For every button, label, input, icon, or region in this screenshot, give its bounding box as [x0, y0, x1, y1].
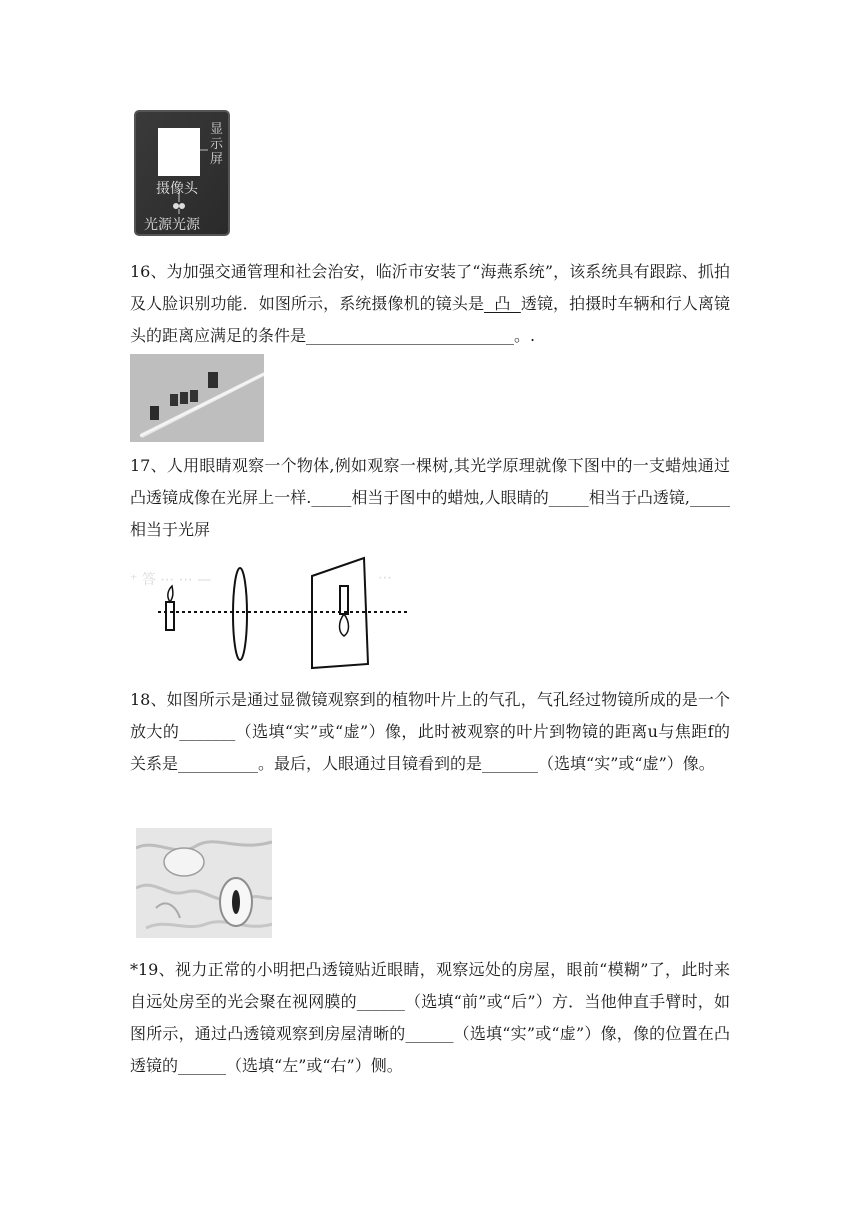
- question-text: 视力正常的小明把凸透镜贴近眼睛，观察远处的房屋，眼前“模糊”了，此时来自远处房至的光会聚在视网膜的: [130, 960, 730, 1011]
- question-text: 透镜，拍摄时车辆和行人离镜头的距离应满足的条件是: [130, 294, 730, 345]
- answer-blank: _______: [179, 722, 236, 741]
- question-text: 人用眼睛观察一个物体,例如观察一棵树,其光学原理就像下图中的一支蜡烛通过凸透镜成像在光屏上一样.: [130, 456, 730, 507]
- question-text: （选填“实”或“虚”）像，此时被观察的叶片到物镜的距离u与焦距f的关系是: [130, 722, 730, 773]
- answer-blank: _____: [690, 488, 730, 507]
- question-number: 18、: [130, 690, 167, 709]
- question-text: （选填“实”或“虚”）像，像的位置在凸透镜的: [130, 1024, 730, 1075]
- answer-blank: ______: [356, 992, 405, 1011]
- figure-candle-lens-screen: [128, 556, 420, 674]
- question-text: 相当于图中的蜡烛,人眼睛的: [351, 488, 549, 507]
- answer-blank: __________: [178, 754, 259, 773]
- question-text: 如图所示是通过显微镜观察到的植物叶片上的气孔，气孔经过物镜所成的是一个放大的: [130, 690, 730, 741]
- question-text: （选填“前”或“后”）方．当他伸直手臂时，如图所示，通过凸透镜观察到房屋清晰的: [130, 992, 730, 1043]
- question-text: （选填“左”或“右”）侧。: [226, 1056, 403, 1075]
- question-text: 。.: [514, 326, 536, 345]
- question-text: （选填“实”或“虚”）像。: [538, 754, 715, 773]
- display-label: 显示屏: [210, 122, 224, 167]
- question-number: 16、: [130, 262, 167, 281]
- answer-blank: __________________________: [306, 326, 515, 345]
- question-19: [130, 954, 730, 1082]
- question-number: 17、: [130, 456, 167, 475]
- question-text: 相当于凸透镜,: [588, 488, 690, 507]
- answer-blank: _____: [548, 488, 589, 507]
- figure-camera-display: [134, 110, 230, 236]
- svg-text:⁺ 答 ⋯ ⋯ —: ⁺ 答 ⋯ ⋯ —: [130, 572, 212, 588]
- answer-convex: 凸: [484, 294, 521, 313]
- question-17: [130, 450, 730, 546]
- answer-blank: _____: [311, 488, 352, 507]
- question-text: 相当于光屏: [130, 520, 211, 539]
- question-text: 。最后，人眼通过目镜看到的是: [258, 754, 483, 773]
- question-text: 为加强交通管理和社会治安，临沂市安装了“海燕系统”，该系统具有跟踪、抓拍及人脸识别功能．如图所示，系统摄像机的镜头是: [130, 262, 730, 313]
- question-number: *19、: [130, 960, 175, 979]
- answer-blank: ______: [405, 1024, 454, 1043]
- figure-leaf-stoma: [136, 828, 272, 938]
- answer-blank: _______: [482, 754, 539, 773]
- camera-label: 摄像头: [156, 181, 198, 197]
- question-16: [130, 256, 730, 352]
- svg-text:⋯: ⋯: [378, 570, 392, 586]
- question-18: [130, 684, 730, 780]
- answer-blank: ______: [178, 1056, 227, 1075]
- light-source-label: 光源光源: [144, 217, 200, 233]
- figure-traffic-camera: [130, 354, 264, 442]
